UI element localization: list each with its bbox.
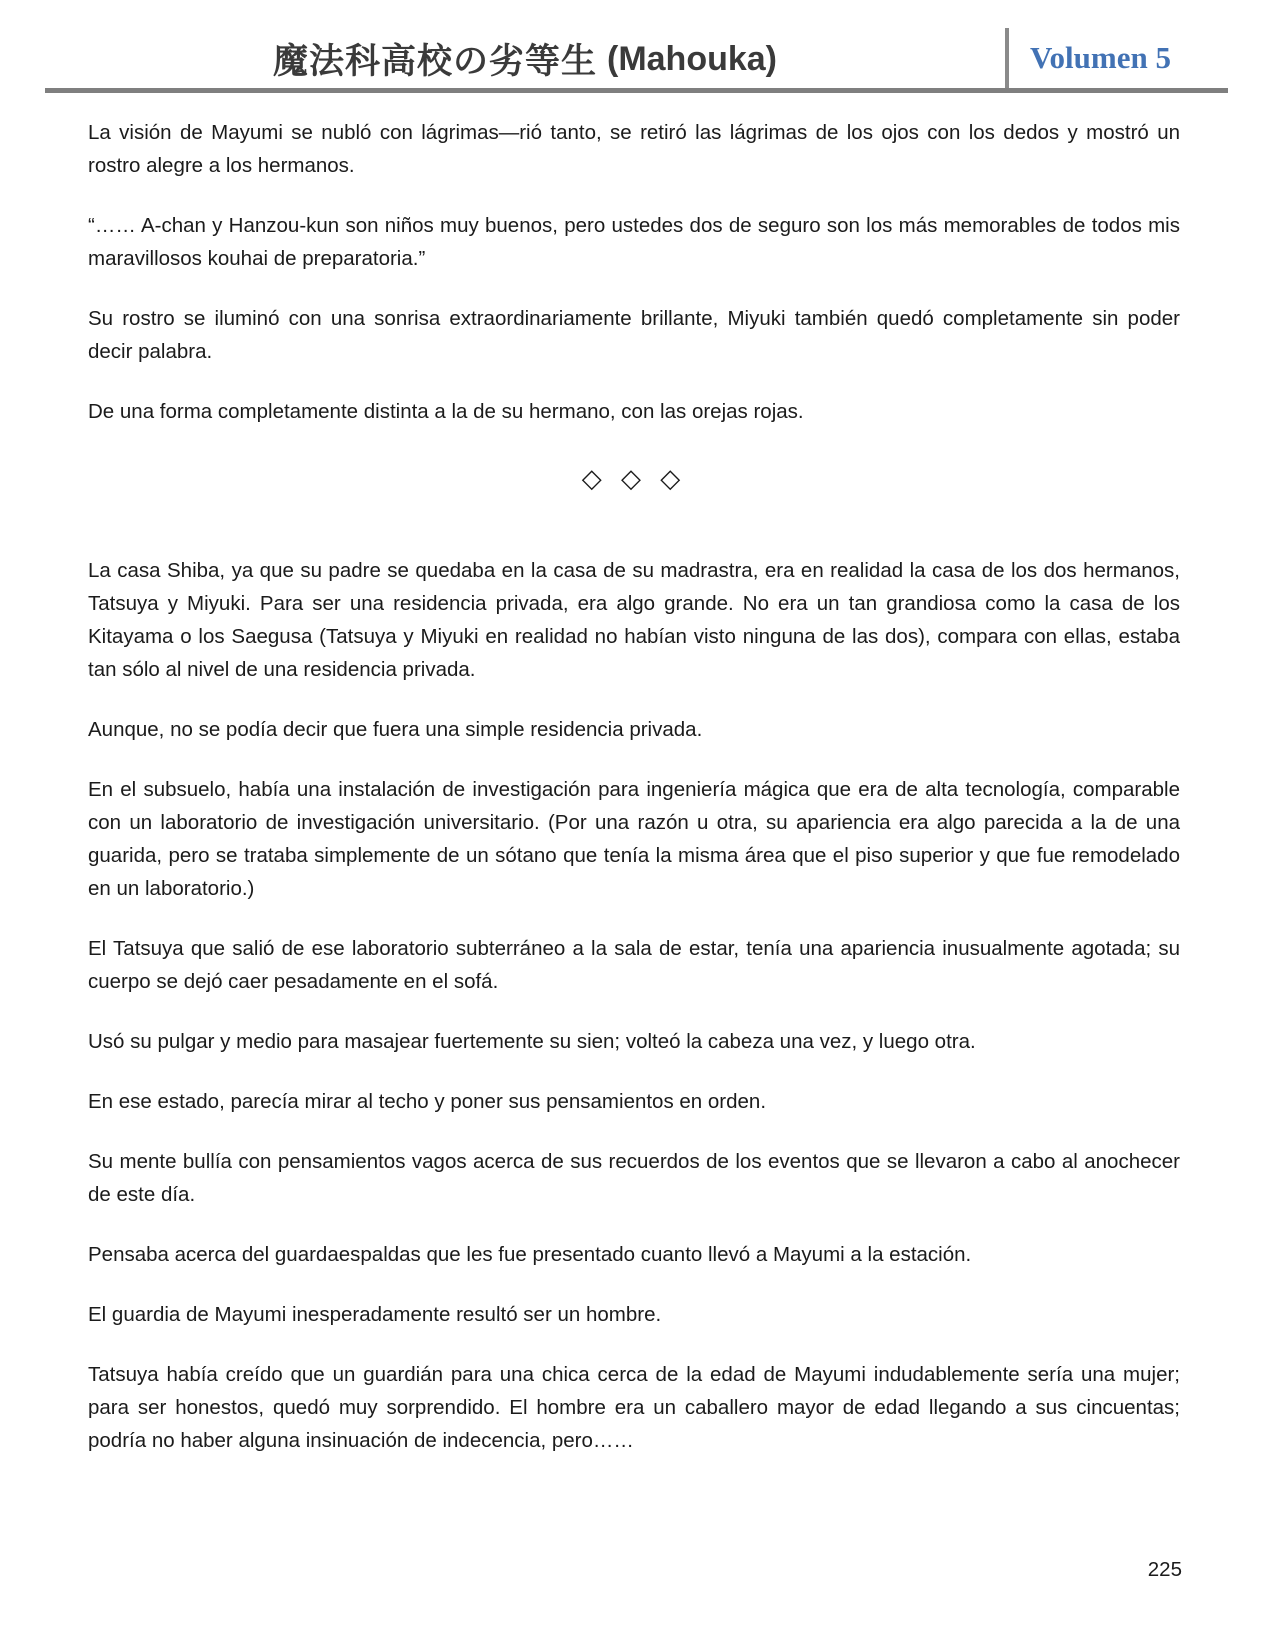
title-romanized: (Mahouka) bbox=[607, 39, 777, 78]
scene-break-divider: ◇ ◇ ◇ bbox=[581, 463, 687, 493]
volume-label: Volumen 5 bbox=[1005, 28, 1233, 88]
paragraph: La casa Shiba, ya que su padre se quedaba en la casa de su madrastra, era en realidad la casa de los dos hermanos, Tatsuya y Miyuki. Para ser una residencia privada, era algo grande. No era un tan grandiosa como la casa de los Kitayama o los Saegusa (Tatsuya y Miyuki en realidad no habían visto ninguna de las dos), compara con ellas, estaba tan sólo al nivel de una residencia privada. bbox=[88, 559, 1180, 681]
paragraph: Pensaba acerca del guardaespaldas que les fue presentado cuanto llevó a Mayumi a la estación. bbox=[88, 1243, 972, 1266]
paragraph: Usó su pulgar y medio para masajear fuertemente su sien; volteó la cabeza una vez, y luego otra. bbox=[88, 1030, 976, 1053]
paragraph: Aunque, no se podía decir que fuera una simple residencia privada. bbox=[88, 718, 703, 741]
title-japanese: 魔法科高校の劣等生 bbox=[272, 41, 597, 82]
page-title bbox=[45, 30, 1005, 88]
paragraph: Tatsuya había creído que un guardián para una chica cerca de la edad de Mayumi indudablemente sería una mujer; para ser honestos, quedó muy sorprendido. El hombre era un caballero mayor de edad llegando a sus cincuentas; podría no haber alguna insinuación de indecencia, pero…… bbox=[88, 1363, 1180, 1452]
paragraph: En ese estado, parecía mirar al techo y poner sus pensamientos en orden. bbox=[88, 1090, 767, 1113]
paragraph: La visión de Mayumi se nubló con lágrimas—rió tanto, se retiró las lágrimas de los ojos con los dedos y mostró un rostro alegre a los hermanos. bbox=[88, 121, 1180, 177]
paragraph: “…… A-chan y Hanzou-kun son niños muy buenos, pero ustedes dos de seguro son los más memorables de todos mis maravillosos kouhai de preparatoria.” bbox=[88, 214, 1180, 270]
paragraph: Su mente bullía con pensamientos vagos acerca de sus recuerdos de los eventos que se llevaron a cabo al anochecer de este día. bbox=[88, 1150, 1180, 1206]
page-number: 225 bbox=[1147, 1558, 1182, 1581]
paragraph: De una forma completamente distinta a la de su hermano, con las orejas rojas. bbox=[88, 400, 804, 423]
body-text bbox=[88, 116, 1180, 1484]
paragraph: Su rostro se iluminó con una sonrisa extraordinariamente brillante, Miyuki también quedó completamente sin poder decir palabra. bbox=[88, 307, 1180, 363]
paragraph: El Tatsuya que salió de ese laboratorio subterráneo a la sala de estar, tenía una apariencia inusualmente agotada; su cuerpo se dejó caer pesadamente en el sofá. bbox=[88, 937, 1180, 993]
header-divider bbox=[45, 88, 1228, 93]
paragraph: En el subsuelo, había una instalación de investigación para ingeniería mágica que era de alta tecnología, comparable con un laboratorio de investigación universitario. (Por una razón u otra, su apariencia era algo parecida a la de una guarida, pero se trataba simplemente de un sótano que tenía la misma área que el piso superior y que fue remodelado en un laboratorio.) bbox=[88, 778, 1180, 900]
paragraph: El guardia de Mayumi inesperadamente resultó ser un hombre. bbox=[88, 1303, 662, 1326]
